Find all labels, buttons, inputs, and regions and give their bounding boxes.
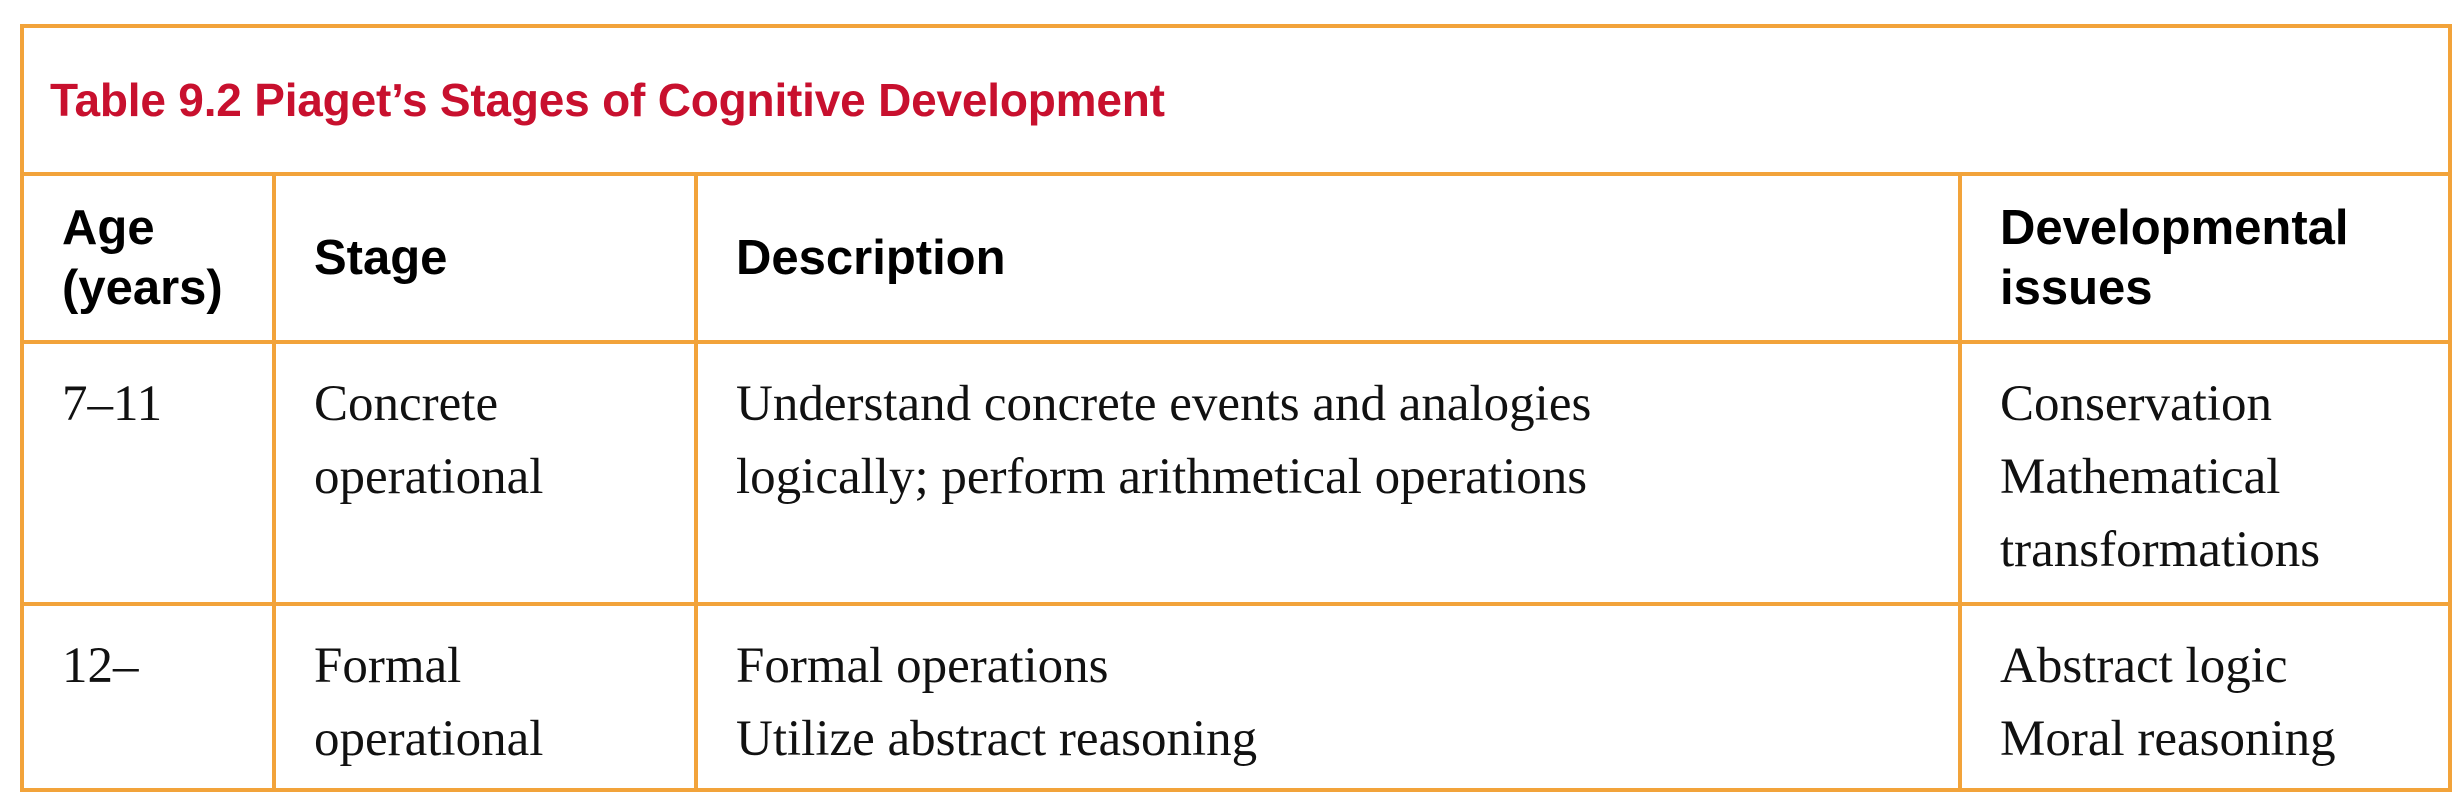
issue-line: Moral reasoning <box>2000 711 2336 767</box>
stage-line: Concrete <box>314 376 499 432</box>
cell-issues <box>1960 604 2450 790</box>
issue-line: Conservation <box>2000 376 2272 432</box>
header-row <box>22 174 2450 342</box>
cell-description <box>696 342 1960 604</box>
header-stage <box>274 174 696 342</box>
caption-cell <box>22 26 2450 174</box>
cell-stage <box>274 604 696 790</box>
table-row <box>22 604 2450 790</box>
description-line: Utilize abstract reasoning <box>736 711 1258 767</box>
cell-age <box>22 604 274 790</box>
description-line: Formal operations <box>736 638 1109 694</box>
header-description-label: Description <box>736 231 1006 285</box>
age-value: 12– <box>62 638 139 694</box>
stage-line: operational <box>314 711 544 767</box>
header-age <box>22 174 274 342</box>
header-age-line-2: (years) <box>62 261 223 315</box>
stage-line: operational <box>314 449 544 505</box>
table-row <box>22 342 2450 604</box>
header-description <box>696 174 1960 342</box>
issue-line: Mathematical <box>2000 449 2281 505</box>
stage-line: Formal <box>314 638 462 694</box>
table-caption: Table 9.2 Piaget’s Stages of Cognitive Development <box>50 74 1165 126</box>
caption-row <box>22 26 2450 174</box>
stages-table <box>20 24 2452 792</box>
header-age-line-1: Age <box>62 201 155 255</box>
cell-stage <box>274 342 696 604</box>
description-line: Understand concrete events and analogies <box>736 376 1592 432</box>
stages-table-container <box>20 24 2448 792</box>
cell-issues <box>1960 342 2450 604</box>
header-issues-line-1: Developmental <box>2000 201 2349 255</box>
age-value: 7–11 <box>62 376 163 432</box>
header-issues <box>1960 174 2450 342</box>
description-line: logically; perform arithmetical operations <box>736 449 1588 505</box>
cell-age <box>22 342 274 604</box>
cell-description <box>696 604 1960 790</box>
header-stage-label: Stage <box>314 231 448 285</box>
issue-line: Abstract logic <box>2000 638 2288 694</box>
issue-line: transformations <box>2000 522 2321 578</box>
header-issues-line-2: issues <box>2000 261 2153 315</box>
